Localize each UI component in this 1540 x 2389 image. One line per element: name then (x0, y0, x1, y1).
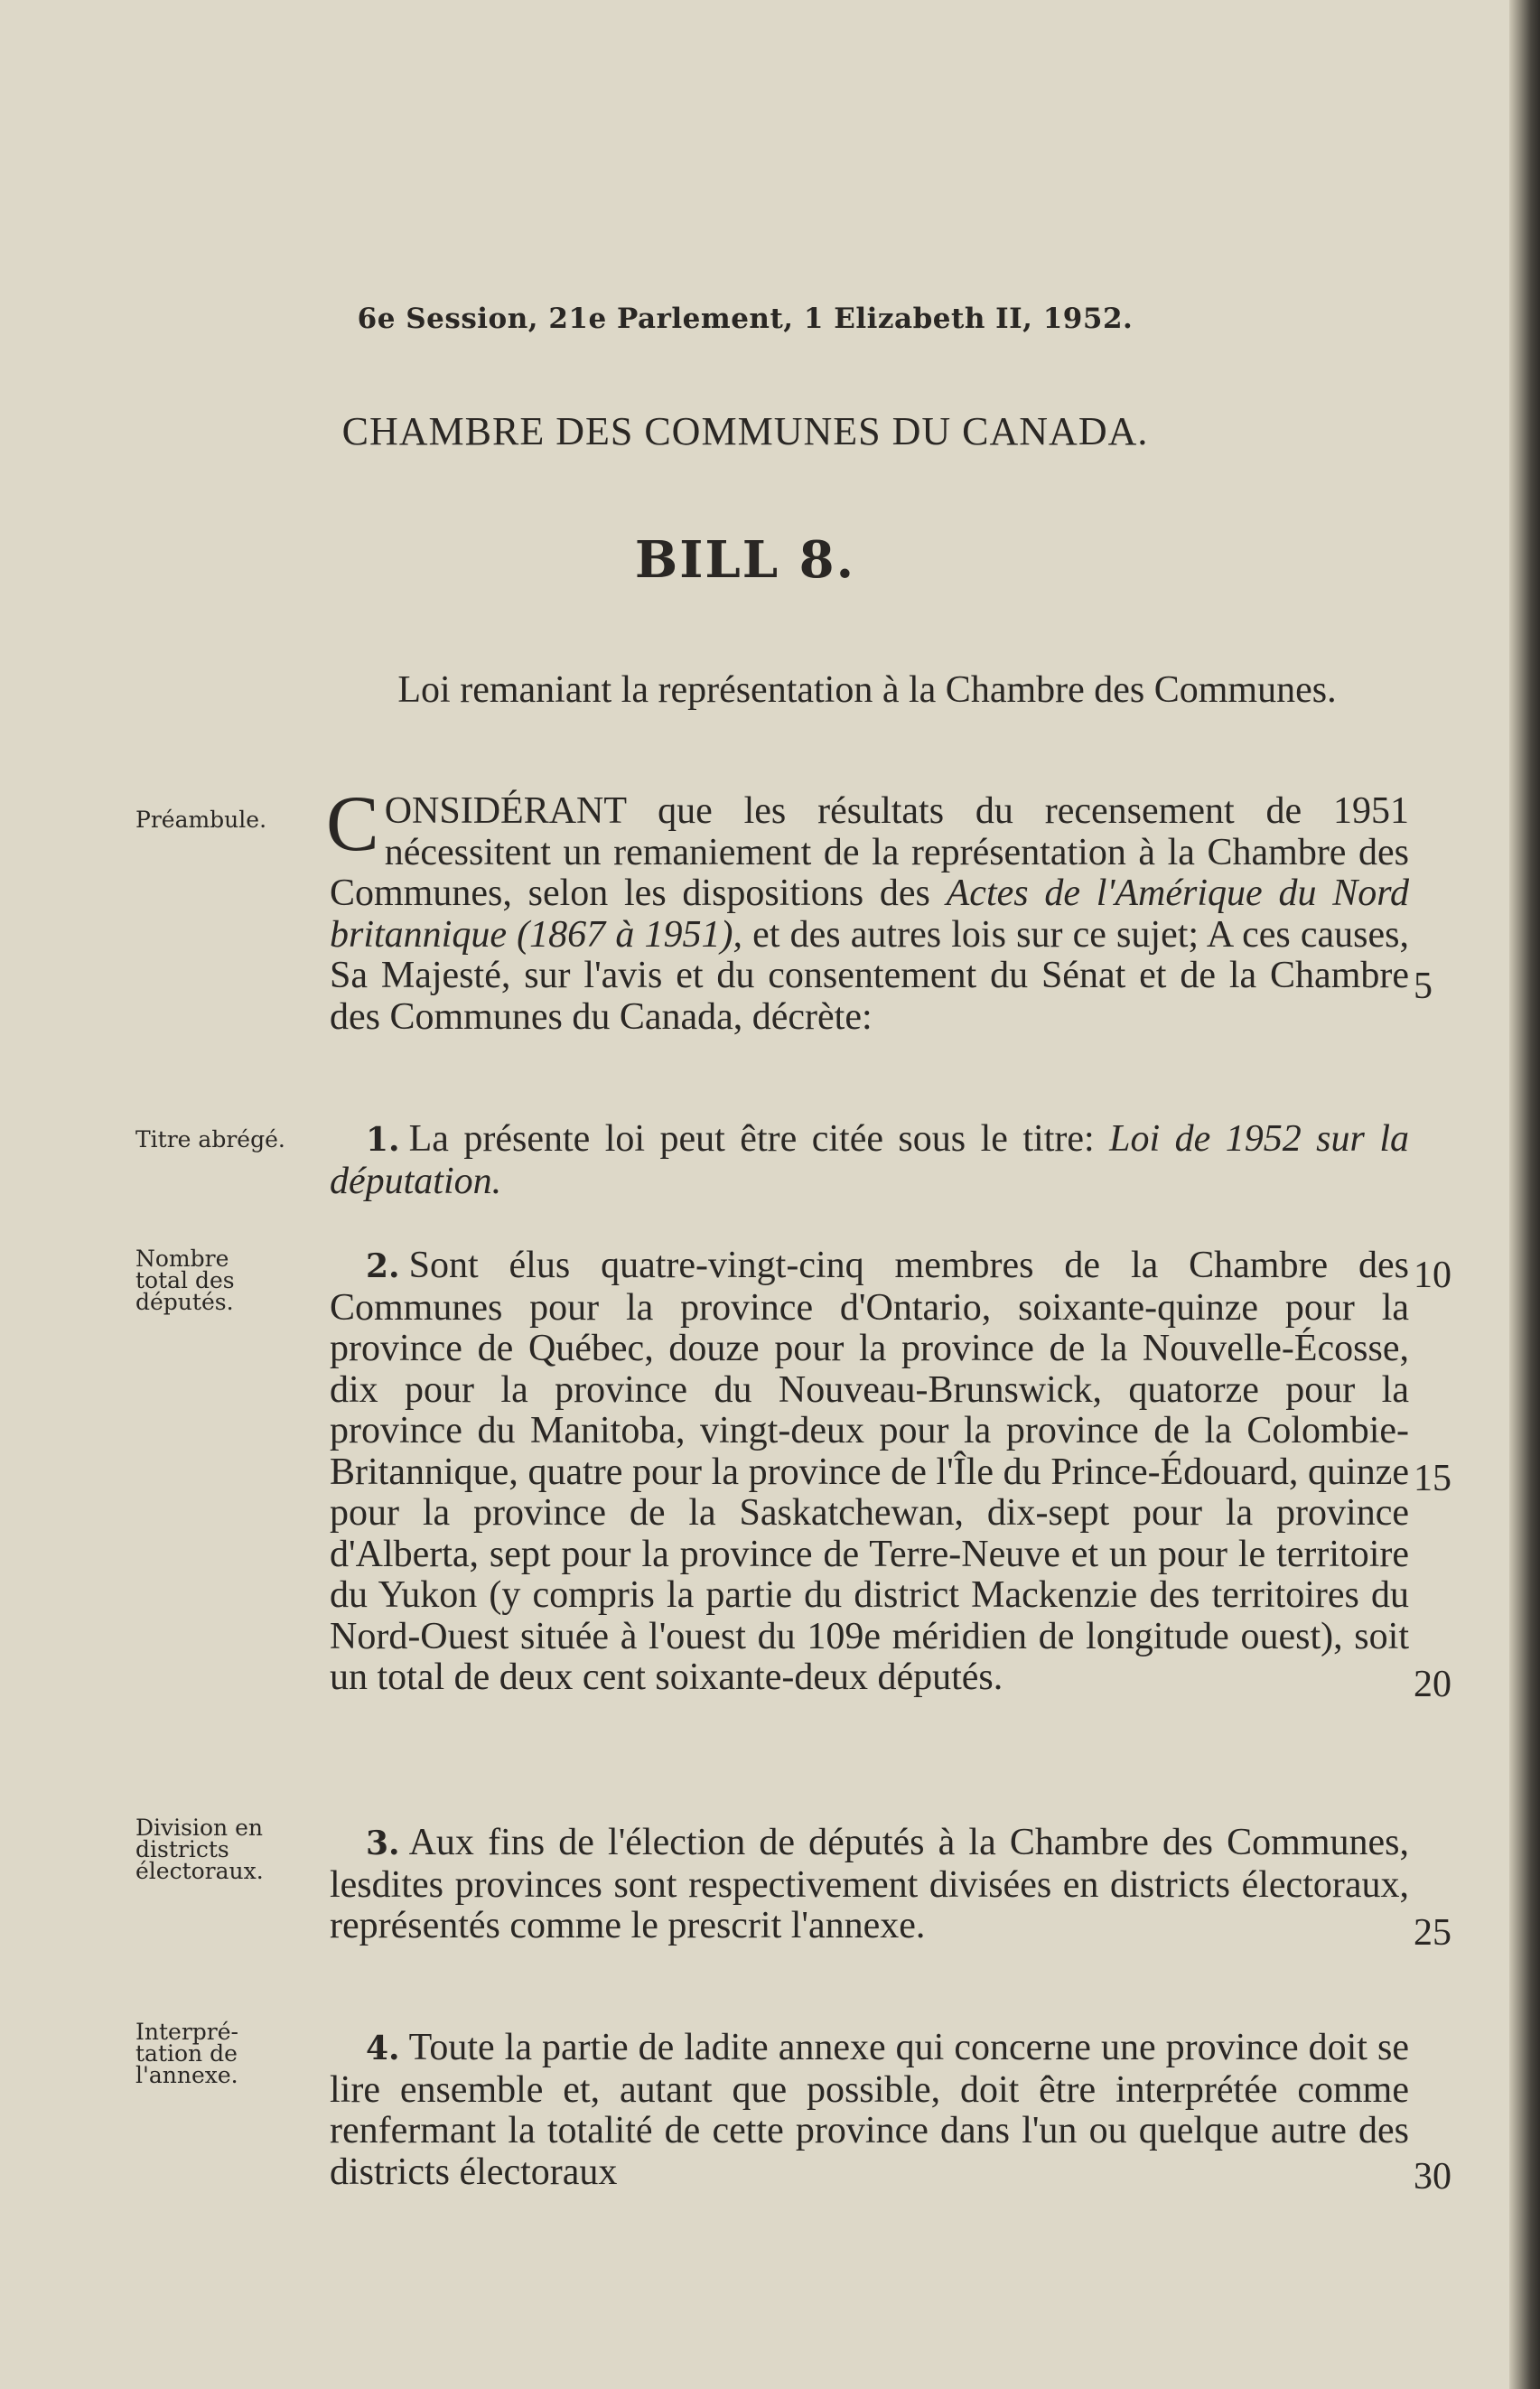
section-2-text: Sont élus quatre-vingt-cinq membres de la Chambre des Communes pour la province d'Ontario, soixante-quinze pour la province de Québec, douze pour la province de la Nouvelle-Écosse, dix pour la province du Nouveau-Brunswick, quatorze pour la province du Manitoba, vingt-deux pour la province de la Colombie-Britannique, quatre pour la province de l'Île du Prince-Édouard, quinze pour la province de la Saskatchewan, dix-sept pour la province d'Alberta, sept pour la province de Terre-Neuve et un pour le territoire du Yukon (y compris la partie du district Mackenzie des territoires du Nord-Ouest située à l'ouest du 109e méridien de longitude ouest), soit un total de deux cent soixante-deux députés. (330, 1245, 1409, 1698)
section-1-text: La présente loi peut être citée sous le titre: (408, 1118, 1110, 1160)
line-number-15: 15 (1414, 1458, 1451, 1499)
preamble-dropcap: C (326, 780, 379, 868)
preamble-paragraph (326, 780, 1409, 1038)
preamble-text-1: ONSIDÉRANT que les résultats du recensement de 1951 nécessitent un remaniement de la représentation à la Chambre des Communes, selon les dispositions des (330, 790, 1409, 914)
preamble-italic: Actes de l'Amérique du Nord britannique (1867 à 1951), (330, 873, 1409, 956)
margin-note-preambule: Préambule. (135, 807, 267, 833)
section-4-number: 4. (366, 2030, 400, 2067)
section-3 (330, 1823, 1409, 1947)
section-2-number: 2. (366, 1247, 400, 1285)
session-line: 6e Session, 21e Parlement, 1 Elizabeth II, 1952. (357, 303, 1134, 335)
preamble-text-2: et des autres lois sur ce sujet; A ces causes, Sa Majesté, sur l'avis et du consentement du Sénat et de la Chambre des Communes du Canada, décrète: (330, 913, 1409, 1038)
bill-number: BILL 8. (634, 530, 856, 590)
line-number-30: 30 (1414, 2156, 1451, 2198)
page-binding-edge (1509, 0, 1540, 2389)
chamber-title: CHAMBRE DES COMMUNES DU CANADA. (341, 409, 1149, 453)
line-number-25: 25 (1414, 1912, 1451, 1954)
line-number-20: 20 (1414, 1664, 1451, 1705)
margin-note-interpretation: Interpré-tation de l'annexe. (135, 2019, 238, 2088)
section-3-text: Aux fins de l'élection de députés à la Chambre des Communes, lesdites provinces sont respectivement divisées en districts électoraux, représentés comme le prescrit l'annexe. (330, 1822, 1409, 1946)
section-4 (330, 2028, 1409, 2193)
section-1-number: 1. (366, 1121, 400, 1159)
margin-note-nombre: Nombre total des députés. (135, 1246, 235, 1315)
bill-subtitle: Loi remaniant la représentation à la Chambre des Communes. (397, 669, 1337, 711)
section-1 (330, 1119, 1409, 1202)
line-number-10: 10 (1414, 1255, 1451, 1296)
section-4-text: Toute la partie de ladite annexe qui concerne une province doit se lire ensemble et, autant que possible, doit être interprétée comme renfermant la totalité de cette province dans l'un ou quelque autre des districts électoraux (330, 2027, 1409, 2193)
section-3-number: 3. (366, 1824, 400, 1862)
section-2 (330, 1246, 1409, 1699)
section-1-italic: Loi de 1952 sur la députation. (330, 1118, 1409, 1202)
margin-note-division: Division en districts électoraux. (135, 1815, 264, 1884)
line-number-5: 5 (1414, 966, 1433, 1007)
margin-note-titre: Titre abrégé. (135, 1126, 285, 1153)
